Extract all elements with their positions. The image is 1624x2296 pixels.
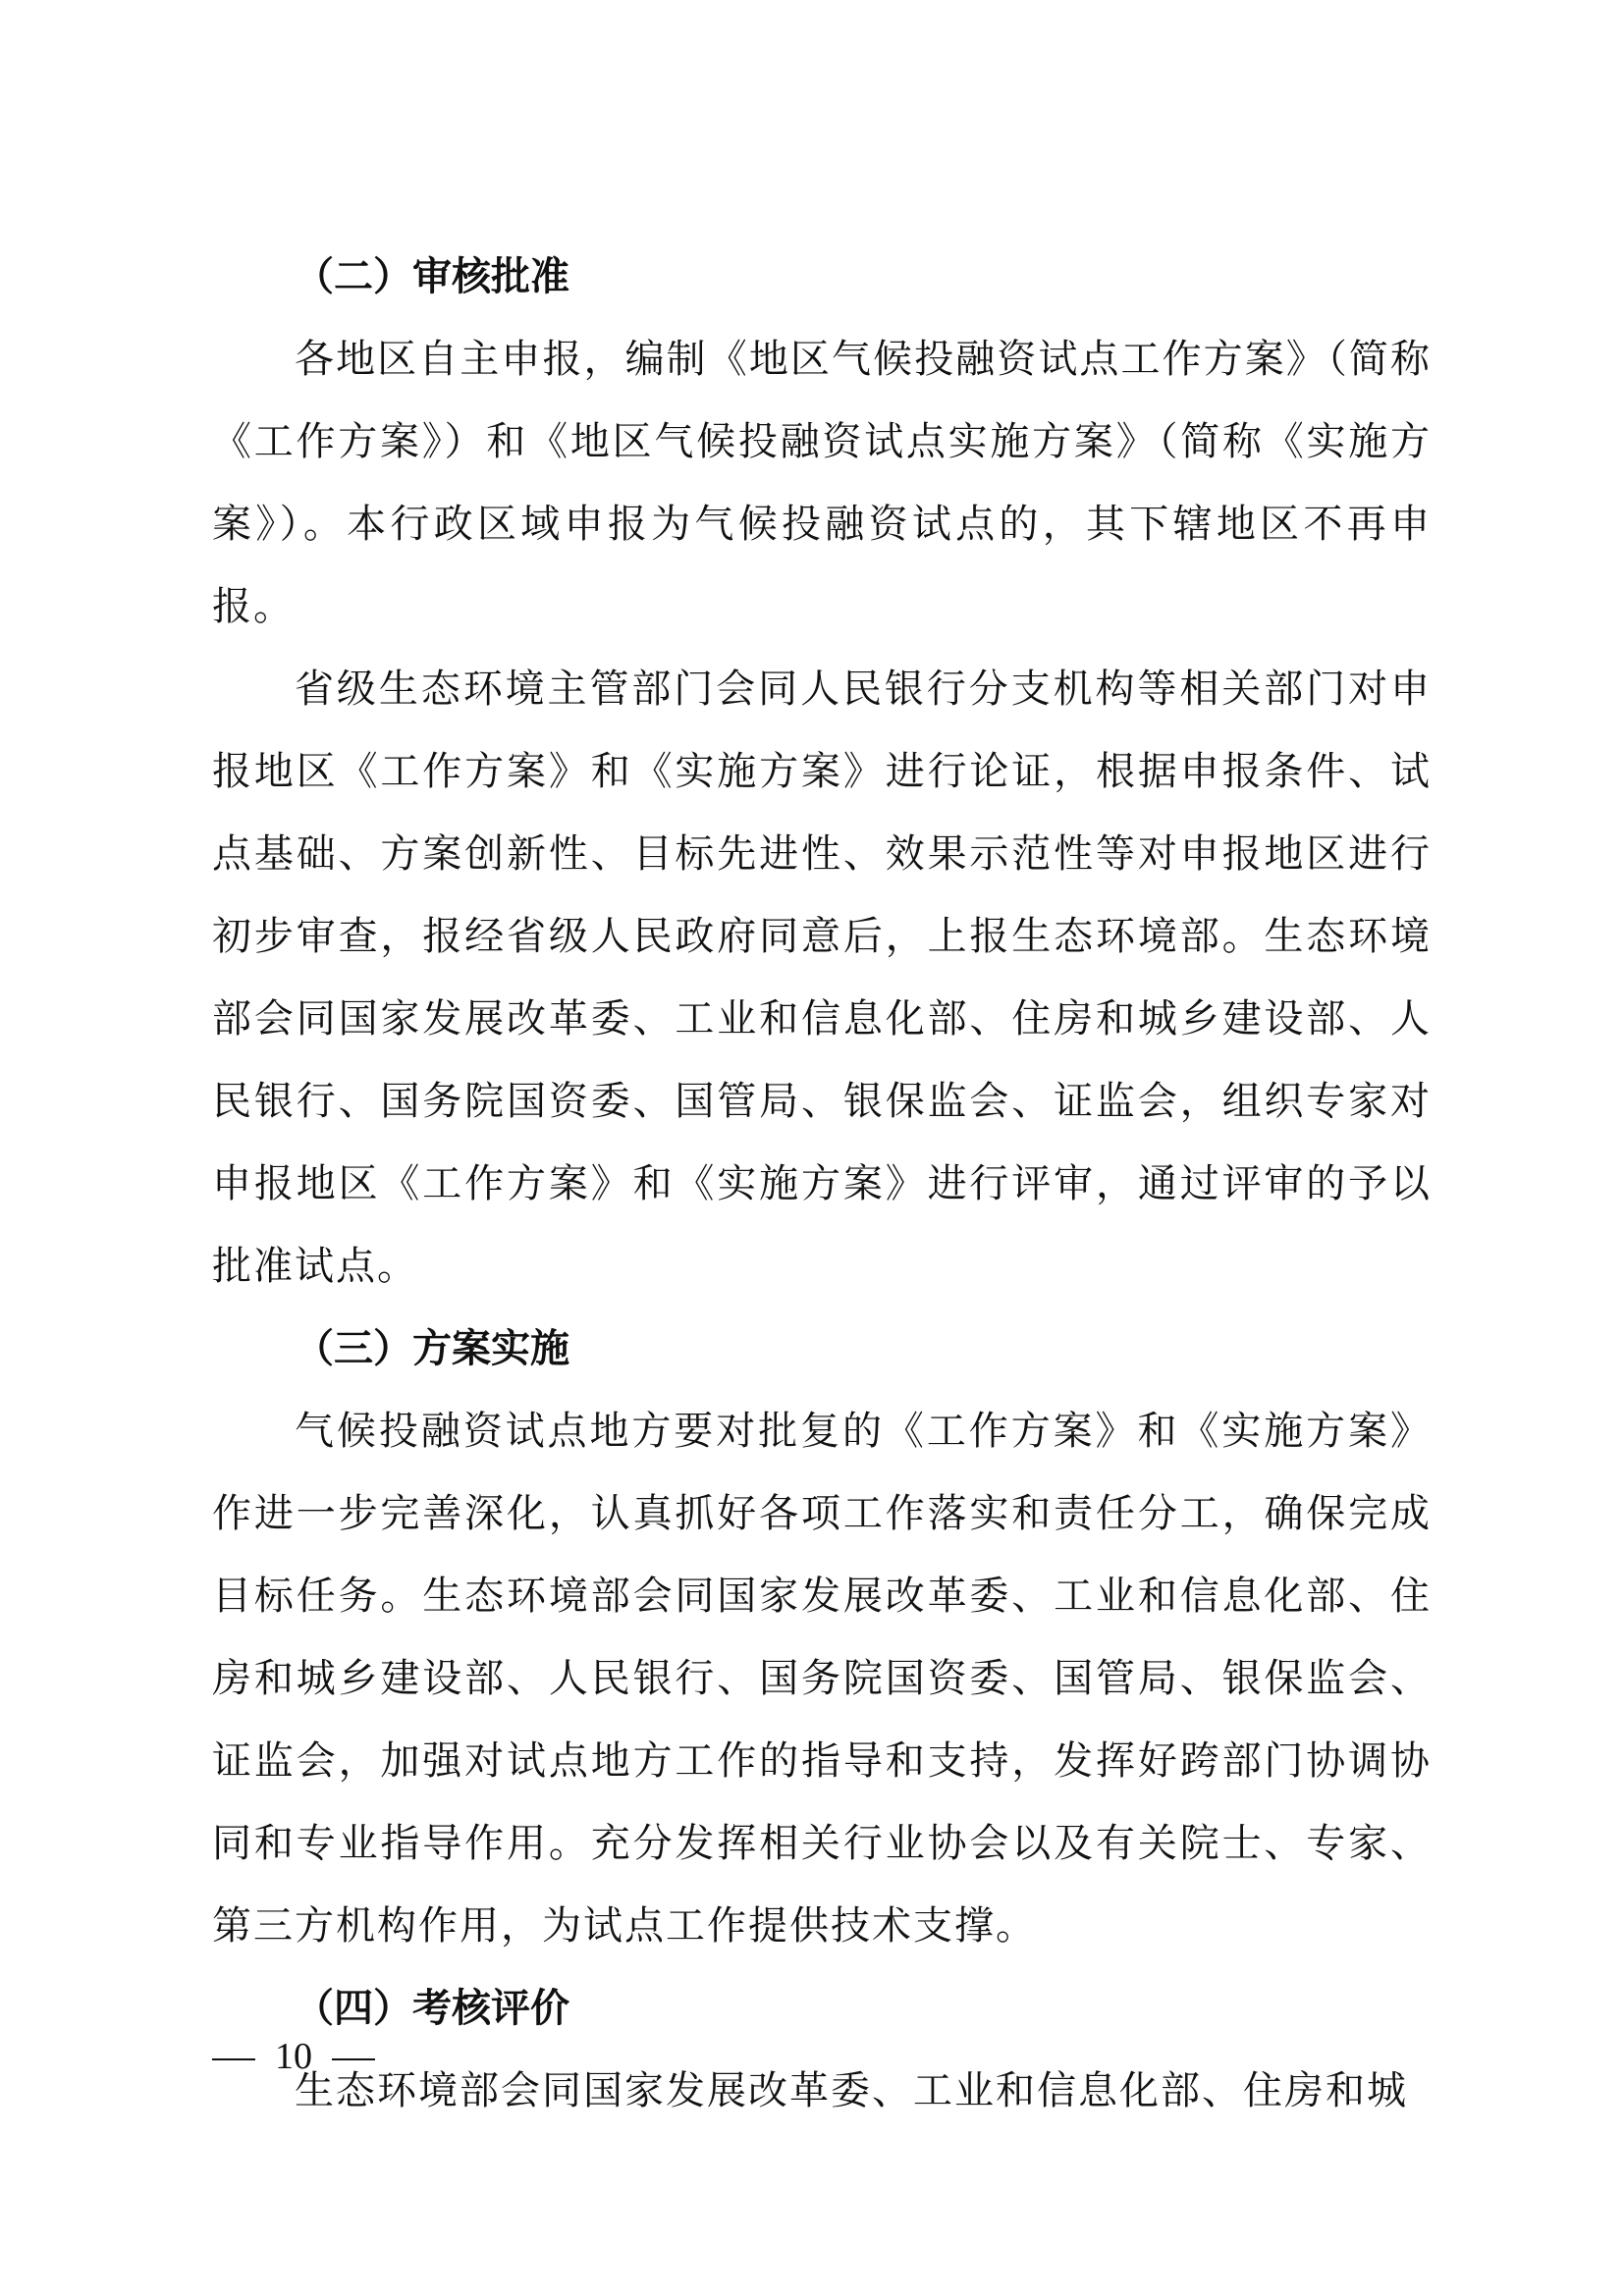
paragraph-review-application: 各地区自主申报，编制《地区气候投融资试点工作方案》（简称《工作方案》）和《地区气候投融资试点实施方案》（简称《实施方案》）。本行政区域申报为气候投融资试点的，其下辖地区不再申报。: [212, 337, 1432, 629]
section-heading-implementation: （三）方案实施: [295, 1326, 569, 1371]
document-body: [212, 236, 1432, 2132]
footer-left-dash: [212, 2058, 255, 2060]
page-number: 10: [275, 2036, 312, 2077]
footer-right-dash: [332, 2058, 375, 2060]
paragraph-evaluation: 生态环境部会同国家发展改革委、工业和信息化部、住房和城: [295, 2068, 1408, 2113]
section-heading-evaluation: （四）考核评价: [295, 1986, 569, 2031]
paragraph-implementation: 气候投融资试点地方要对批复的《工作方案》和《实施方案》作进一步完善深化，认真抓好各项工作落实和责任分工，确保完成目标任务。生态环境部会同国家发展改革委、工业和信息化部、住房和城乡建设部、人民银行、国务院国资委、国管局、银保监会、证监会，加强对试点地方工作的指导和支持，发挥好跨部门协调协同和专业指导作用。充分发挥相关行业协会以及有关院士、专家、第三方机构作用，为试点工作提供技术支撑。: [212, 1409, 1432, 1949]
section-heading-review: （二）审核批准: [295, 254, 569, 299]
page-footer: [212, 2032, 375, 2081]
paragraph-review-process: 省级生态环境主管部门会同人民银行分支机构等相关部门对申报地区《工作方案》和《实施方案》进行论证，根据申报条件、试点基础、方案创新性、目标先进性、效果示范性等对申报地区进行初步审查，报经省级人民政府同意后，上报生态环境部。生态环境部会同国家发展改革委、工业和信息化部、住房和城乡建设部、人民银行、国务院国资委、国管局、银保监会、证监会，组织专家对申报地区《工作方案》和《实施方案》进行评审，通过评审的予以批准试点。: [212, 667, 1432, 1289]
